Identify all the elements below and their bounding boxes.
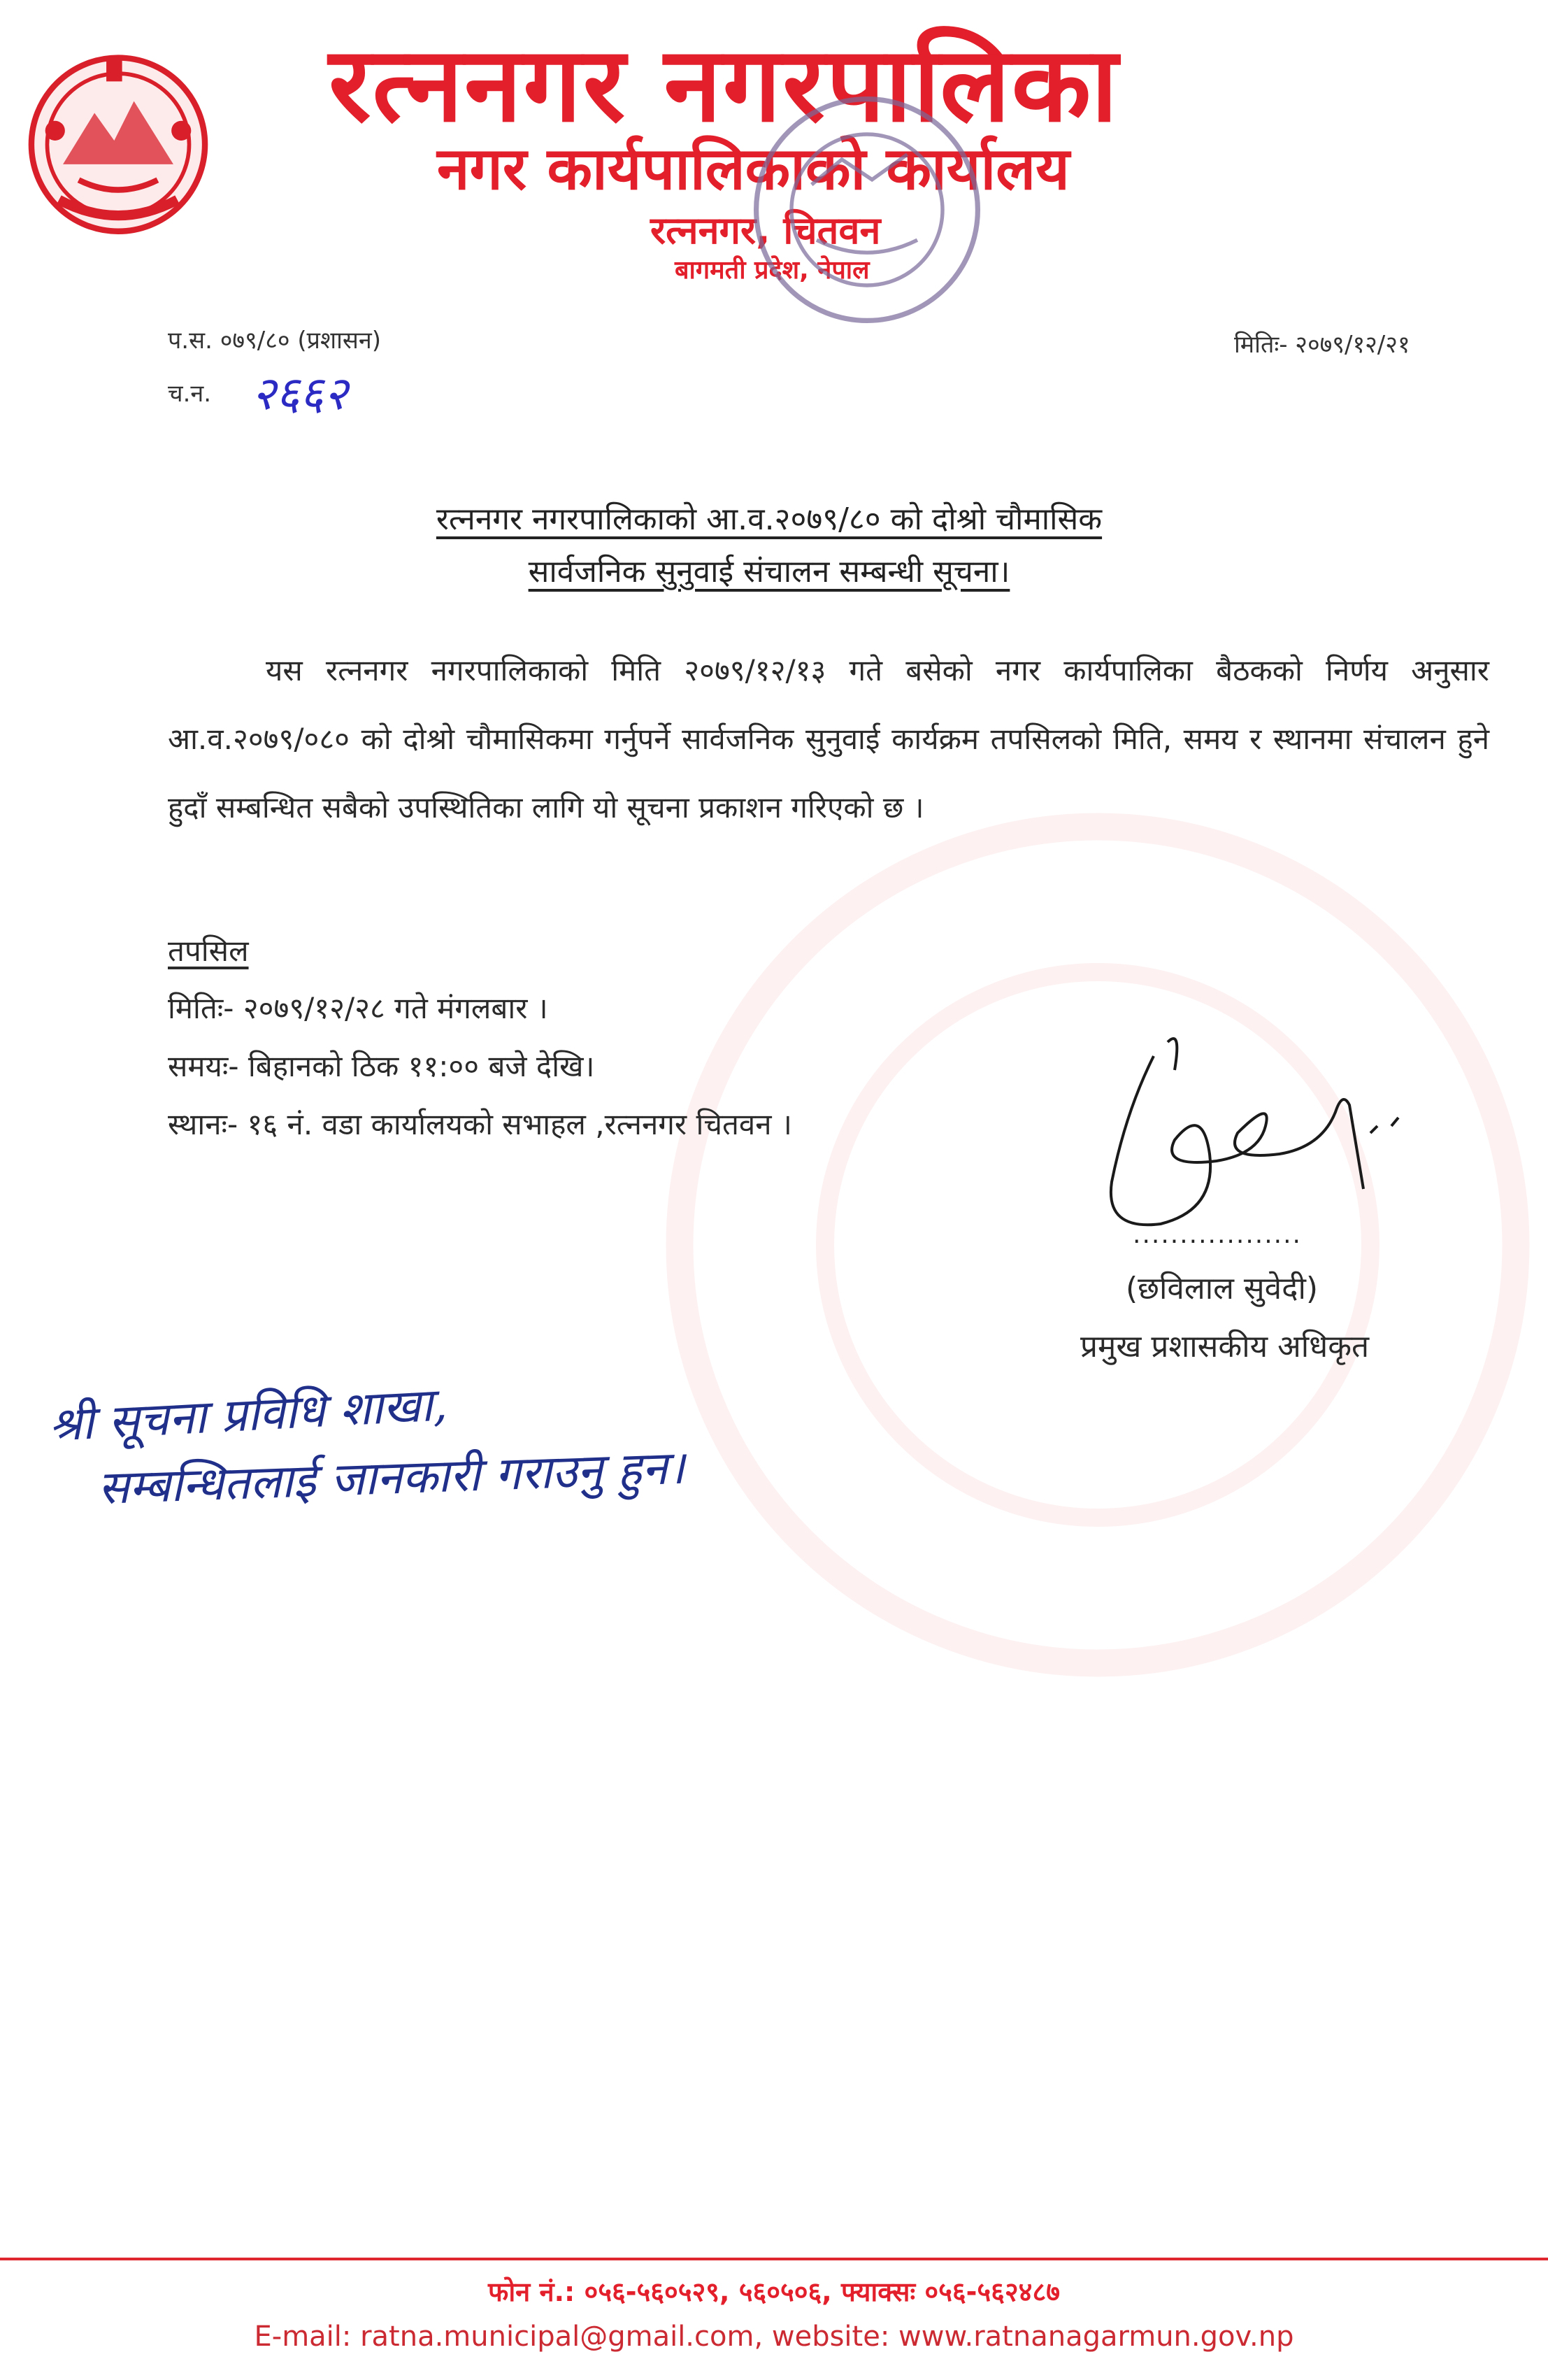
subject-line-1: रत्ननगर नगरपालिकाको आ.व.२०७९/८० को दोश्रो चौमासिक xyxy=(436,501,1103,537)
municipality-title: रत्ननगर नगरपालिका xyxy=(329,24,1119,145)
signatory-name: (छविलाल सुवेदी) xyxy=(1126,1271,1319,1306)
footer-phone: फोन नं.: ०५६-५६०५२९, ५६०५०६, फ्याक्सः ०५६-५६२४८७ xyxy=(488,2276,1060,2307)
nepal-government-emblem-logo xyxy=(20,42,217,239)
signatory-title: प्रमुख प्रशासकीय अधिकृत xyxy=(1080,1329,1370,1364)
signature-line: .................. xyxy=(1133,1220,1302,1249)
office-subtitle: नगर कार्यपालिकाको कार्यालय xyxy=(437,134,1070,203)
handwritten-note-line-1: श्री सूचना प्रविधि शाखा, xyxy=(48,1377,449,1452)
schedule-place: स्थानः- १६ नं. वडा कार्यालयको सभाहल ,रत्ननगर चितवन । xyxy=(168,1107,792,1141)
schedule-heading: तपसिल xyxy=(168,934,249,968)
office-location: रत्ननगर, चितवन xyxy=(650,208,881,252)
office-round-stamp xyxy=(741,84,993,336)
office-province: बागमती प्रदेश, नेपाल xyxy=(675,256,870,285)
footer-divider xyxy=(0,2258,1548,2260)
dispatch-number-label: च.न. xyxy=(168,380,212,408)
footer-email-website: E-mail: ratna.municipal@gmail.com, website: www.ratnanagarmun.gov.np xyxy=(254,2321,1294,2353)
schedule-time: समयः- बिहानको ठिक ११:०० बजे देखि। xyxy=(168,1049,595,1083)
handwritten-note-line-2: सम्बन्धितलाई जानकारी गराउनु हुन। xyxy=(96,1440,686,1515)
fiscal-year-reference: प.स. ०७९/८० (प्रशासन) xyxy=(168,327,382,355)
notice-paragraph: यस रत्ननगर नगरपालिकाको मिति २०७९/१२/१३ गते बसेको नगर कार्यपालिका बैठकको निर्णय अनुसार आ.व.२०७९/०८० को दोश्रो चौमासिकमा गर्नुपर्ने सार्वजनिक सुनुवाई कार्यक्रम तपसिलको मिति, समय र स्थानमा संचालन हुने हुदाँ सम्बन्धित सबैको उपस्थितिका लागि यो सूचना प्रकाशन गरिएको छ । xyxy=(168,653,1489,825)
schedule-date: मितिः- २०७९/१२/२८ गते मंगलबार । xyxy=(168,991,548,1025)
subject-line-2: सार्वजनिक सुनुवाई संचालन सम्बन्धी सूचना। xyxy=(528,554,1010,590)
dispatch-number-handwritten: २६६२ xyxy=(252,366,348,420)
letter-date: मितिः- २०७९/१२/२१ xyxy=(1234,331,1410,359)
